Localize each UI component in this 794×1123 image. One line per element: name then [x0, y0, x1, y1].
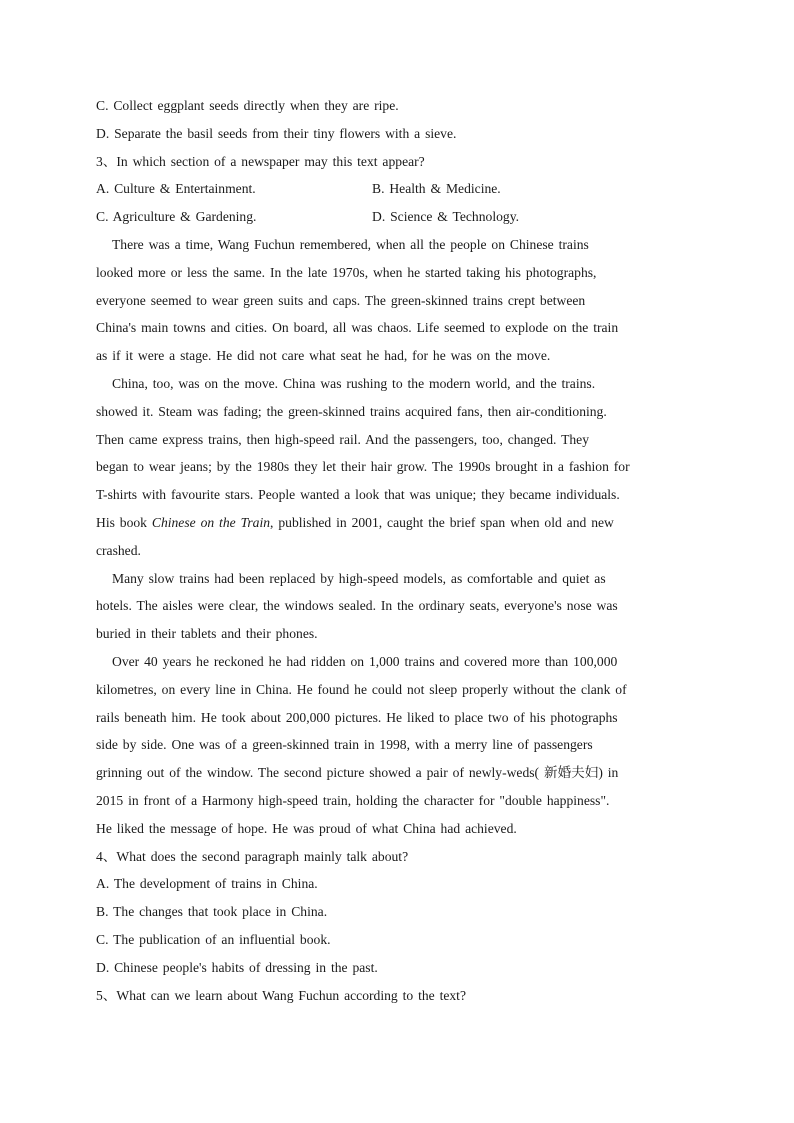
passage-line: began to wear jeans; by the 1980s they let their hair grow. The 1990s brought in a fashion for — [96, 459, 630, 475]
question-number: 3、 — [96, 153, 117, 169]
passage-paragraph-2 — [96, 370, 696, 565]
passage-line: hotels. The aisles were clear, the windows sealed. In the ordinary seats, everyone's nose was — [96, 598, 618, 614]
passage-line: kilometres, on every line in China. He found he could not sleep properly without the clank of — [96, 681, 627, 697]
passage-line: buried in their tablets and their phones. — [96, 626, 318, 642]
passage-line: China, too, was on the move. China was rushing to the modern world, and the trains. — [112, 375, 596, 391]
book-line-before: His book — [96, 514, 152, 530]
passage-line: looked more or less the same. In the late 1970s, when he started taking his photographs, — [96, 264, 597, 280]
passage-line: T-shirts with favourite stars. People wanted a look that was unique; they became individuals. — [96, 487, 620, 503]
question-number: 5、 — [96, 987, 117, 1003]
passage-paragraph-3 — [96, 565, 696, 648]
option-d: D. Separate the basil seeds from their tiny flowers with a sieve. — [96, 125, 457, 141]
option-c: C. The publication of an influential book. — [96, 931, 331, 947]
passage-line: as if it were a stage. He did not care what seat he had, for he was on the move. — [96, 348, 551, 364]
passage-line: Many slow trains had been replaced by high-speed models, as comfortable and quiet as — [112, 570, 606, 586]
book-line-after: , published in 2001, caught the brief span when old and new — [270, 514, 614, 530]
book-title: Chinese on the Train — [151, 514, 271, 530]
passage-line: grinning out of the window. The second picture showed a pair of newly-weds( 新婚夫妇) in — [96, 765, 619, 781]
passage-line: 2015 in front of a Harmony high-speed train, holding the character for "double happiness". — [96, 792, 610, 808]
question-text: In which section of a newspaper may this text appear? — [116, 153, 425, 169]
option-d: D. Science & Technology. — [372, 209, 520, 225]
passage-line: Then came express trains, then high-speed rail. And the passengers, too, changed. They — [96, 431, 590, 447]
option-a: A. Culture & Entertainment. — [96, 181, 256, 197]
passage-line: everyone seemed to wear green suits and caps. The green-skinned trains crept between — [96, 292, 586, 308]
passage-line: crashed. — [96, 542, 141, 558]
document-page — [96, 92, 696, 1009]
option-b: B. The changes that took place in China. — [96, 904, 328, 920]
passage-line: He liked the message of hope. He was proud of what China had achieved. — [96, 820, 517, 836]
option-c: C. Agriculture & Gardening. — [96, 209, 257, 225]
question-3-options-row-2 — [96, 203, 696, 231]
question-5 — [96, 982, 696, 1010]
question-3-options-row-1 — [96, 175, 696, 203]
passage-line: Over 40 years he reckoned he had ridden on 1,000 trains and covered more than 100,000 — [112, 653, 618, 669]
question-text: What does the second paragraph mainly talk about? — [116, 848, 409, 864]
question-4 — [96, 843, 696, 871]
question-text: What can we learn about Wang Fuchun according to the text? — [116, 987, 466, 1003]
passage-line: rails beneath him. He took about 200,000 pictures. He liked to place two of his photographs — [96, 709, 618, 725]
passage-paragraph-4 — [96, 648, 696, 843]
passage-line: There was a time, Wang Fuchun remembered, when all the people on Chinese trains — [112, 236, 589, 252]
option-d: D. Chinese people's habits of dressing in the past. — [96, 959, 378, 975]
option-c: C. Collect eggplant seeds directly when they are ripe. — [96, 98, 399, 113]
passage-paragraph-1 — [96, 231, 696, 370]
passage-line: side by side. One was of a green-skinned train in 1998, with a merry line of passengers — [96, 737, 593, 753]
passage-line: China's main towns and cities. On board, all was chaos. Life seemed to explode on the train — [96, 320, 619, 336]
passage-line-book — [96, 509, 696, 537]
question-3 — [96, 148, 696, 176]
question-number: 4、 — [96, 848, 117, 864]
option-a: A. The development of trains in China. — [96, 876, 318, 892]
option-b: B. Health & Medicine. — [372, 181, 501, 197]
passage-line: showed it. Steam was fading; the green-skinned trains acquired fans, then air-conditioning. — [96, 403, 607, 419]
